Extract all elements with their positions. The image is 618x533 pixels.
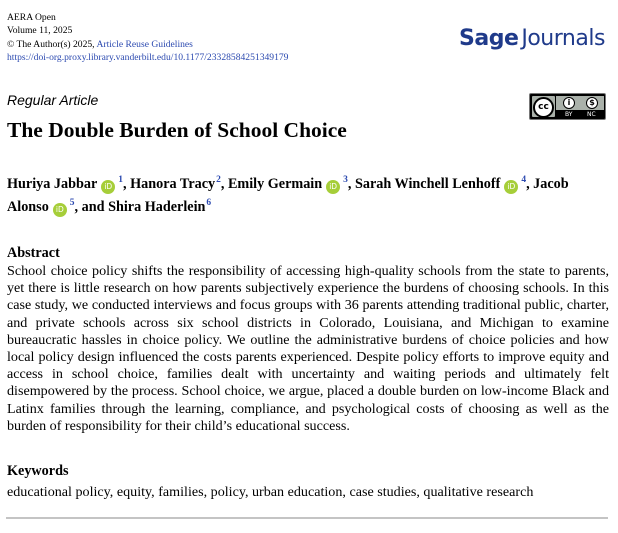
keywords-heading: Keywords <box>7 463 69 479</box>
author-separator: , <box>123 176 131 192</box>
keywords-text: educational policy, equity, families, policy, urban education, case studies, qualitative research <box>7 484 534 500</box>
author-name[interactable]: Jacob Alonso <box>7 176 569 215</box>
journal-meta <box>7 11 288 65</box>
divider <box>6 517 608 519</box>
person-icon: i <box>563 97 575 109</box>
sage-journals-logo[interactable] <box>459 26 605 51</box>
doi-link[interactable]: https://doi-org.proxy.library.vanderbilt.edu/10.1177/23328584251349179 <box>7 52 289 64</box>
orcid-icon[interactable]: iD <box>101 180 115 194</box>
author-separator: , <box>526 176 534 192</box>
article-title: The Double Burden of School Choice <box>7 118 347 142</box>
affiliation-link[interactable]: 3 <box>343 175 348 185</box>
affiliation-link[interactable]: 1 <box>118 175 124 185</box>
author-name[interactable]: Emily Germain <box>227 176 323 192</box>
affiliation-link[interactable]: 6 <box>206 198 212 208</box>
orcid-icon[interactable]: iD <box>326 180 340 194</box>
journal-name: AERA Open <box>7 12 56 23</box>
logo-sage: Sage <box>459 26 519 51</box>
author-separator: , <box>347 176 355 192</box>
article-type: Regular Article <box>7 92 99 108</box>
nc-label: NC <box>587 111 596 118</box>
volume: Volume 11, 2025 <box>7 25 73 37</box>
article-reuse-link[interactable]: Article Reuse Guidelines <box>96 38 193 50</box>
copyright-text: © The Author(s) 2025, <box>7 38 97 50</box>
cc-license-badge[interactable] <box>529 93 606 120</box>
author-name[interactable]: Sarah Winchell Lenhoff <box>354 176 501 192</box>
author-separator: , <box>220 176 228 192</box>
no-dollar-icon: $ <box>586 97 598 109</box>
affiliation-link[interactable]: 4 <box>521 175 527 185</box>
author-name[interactable]: Huriya Jabbar <box>7 176 98 192</box>
abstract-heading: Abstract <box>7 245 60 261</box>
by-label: BY <box>565 111 573 118</box>
copyright <box>7 38 288 51</box>
cc-icon: cc <box>533 97 554 118</box>
author-name[interactable]: Shira Haderlein <box>108 199 206 215</box>
author-name[interactable]: Hanora Tracy <box>130 176 216 192</box>
orcid-icon[interactable]: iD <box>504 180 518 194</box>
author-separator: , and <box>74 199 109 215</box>
orcid-icon[interactable]: iD <box>53 203 67 217</box>
affiliation-link[interactable]: 5 <box>69 198 75 208</box>
abstract-text: School choice policy shifts the responsibility of accessing high-quality schools from the state to parents, yet there is little research on how parents subjectively experience the burdens of choosing schools. In this case study, we conducted interviews and focus groups with 36 parents attending traditional public, charter, and private schools across six school districts in Colorado, Louisiana, and Michigan to examine bureaucratic hassles in choice policy. We outline the administrative burdens of choice policies and how local policy design influenced the costs parents experienced. Despite policy efforts to improve equity and access in school choice, families dealt with uncertainty and waiting periods and ultimately felt disempowered by the process. School choice, we argue, placed a double burden on low-income Black and Latinx families through the learning, compliance, and psychological costs of choosing as well as the burden of responsibility for their child’s educational success. <box>7 263 609 434</box>
affiliation-link[interactable]: 2 <box>216 175 221 185</box>
logo-journals: Journals <box>521 26 605 51</box>
author-list <box>7 173 607 219</box>
